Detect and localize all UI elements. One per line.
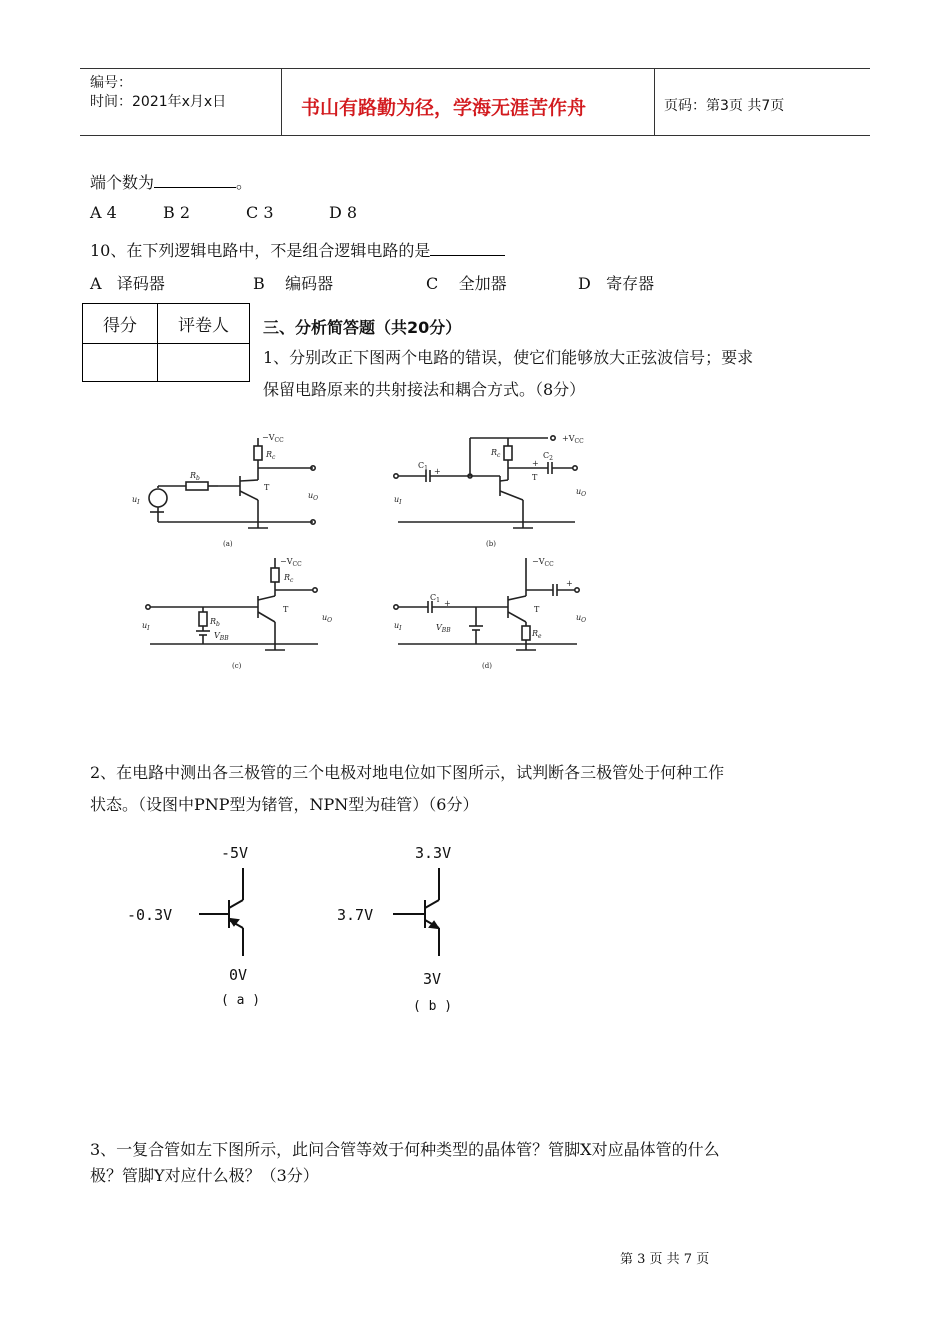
rc-label-a: R: [266, 450, 273, 459]
score-cell[interactable]: [83, 344, 158, 382]
q1-line2: 保留电路原来的共射接法和耦合方式。（8分）: [263, 380, 586, 399]
svg-text:−VCC: $-V_{CC}$: [532, 557, 554, 568]
transistor-b-emitter-voltage: 3V: [423, 970, 442, 988]
q9-option-b: B 2: [163, 203, 191, 222]
q10-option-c: C 全加器: [426, 274, 507, 293]
transistor-b-collector-voltage: 3.3V: [415, 844, 452, 862]
circuit-c: [146, 558, 318, 650]
q3-line1: 3、一复合管如左下图所示，此问合管等效于何种类型的晶体管？管脚X对应晶体管的什么: [90, 1140, 720, 1159]
circuit-diagrams: [128, 428, 608, 678]
vcc-label-c: −V: [280, 557, 293, 566]
header-number: 编号：: [90, 75, 132, 91]
q10-text: 10、在下列逻辑电路中，不是组合逻辑电路的是: [90, 238, 505, 261]
c2-plus-d: +: [566, 579, 573, 588]
c1-label-d: C: [430, 593, 437, 602]
svg-text:Rc: $R_c$: [266, 450, 276, 461]
transistor-a-base-voltage: -0.3V: [127, 906, 173, 924]
svg-text:−VCC: $-V_{CC}$: [262, 433, 284, 444]
transistor-a: [199, 868, 243, 956]
header-time: 时间：2021年x月x日: [90, 94, 227, 110]
svg-text:uI: $u_I$: [132, 495, 140, 506]
answer-blank: [154, 171, 236, 188]
circuit-b: [394, 436, 577, 528]
svg-text:C1: $C_1$: [430, 593, 440, 604]
svg-text:+VCC: $+V_{CC}$: [562, 434, 584, 445]
svg-text:Rc: $R_c$: [284, 573, 294, 584]
svg-text:uO: $u_O$: [308, 491, 319, 502]
svg-text:uI: $u_I$: [394, 495, 402, 506]
uo-label-c: u: [322, 613, 328, 622]
svg-text:−VCC: $-V_{CC}$: [280, 557, 302, 568]
svg-text:uO: $u_O$: [576, 613, 587, 624]
svg-text:Re: $R_e$: [532, 629, 542, 640]
ui-label-b: u: [394, 495, 400, 504]
grader-label: 评卷人: [158, 304, 250, 344]
q10-option-d: D 寄存器: [578, 274, 655, 293]
vcc-label-a: −V: [262, 433, 275, 442]
transistor-diagrams: [125, 838, 485, 1018]
svg-text:uO: $u_O$: [322, 613, 333, 624]
c2-plus-b: +: [532, 459, 539, 468]
ui-label-c: u: [142, 621, 148, 630]
svg-text:C2: $C_2$: [543, 451, 553, 462]
c2-label-b: C: [543, 451, 550, 460]
re-label-d: R: [532, 629, 539, 638]
t-label-c: T: [283, 605, 289, 614]
q10-option-b: B 编码器: [253, 274, 334, 293]
diagram-label-a: (a): [223, 540, 233, 548]
uo-label-d: u: [576, 613, 582, 622]
c1-label-b: C: [418, 461, 425, 470]
svg-text:C1: $C_1$: [418, 461, 428, 472]
uo-label-b: u: [576, 487, 582, 496]
circuit-a: [149, 438, 315, 528]
rc-label-c: R: [284, 573, 291, 582]
svg-text:VBB: $V_{BB}$: [214, 631, 229, 642]
vbb-label-c: V: [214, 631, 220, 640]
svg-text:uO: $u_O$: [576, 487, 587, 498]
page-footer: 第 3 页 共 7 页: [620, 1252, 710, 1267]
q10-option-a: A 译码器: [90, 274, 165, 293]
q2-line2: 状态。（设图中PNP型为锗管，NPN型为硅管）（6分）: [90, 795, 479, 814]
ui-label-d: u: [394, 621, 400, 630]
header-motto: 书山有路勤为径，学海无涯苦作舟: [301, 97, 587, 119]
answer-blank: [430, 239, 505, 256]
rb-label-a: R: [190, 471, 197, 480]
diagram-label-d: (d): [482, 662, 492, 670]
header-page: 页码：第3页 共7页: [664, 98, 785, 114]
q9-option-c: C 3: [246, 203, 274, 222]
score-box: [82, 303, 250, 382]
diagram-label-b: (b): [486, 540, 496, 548]
t-label-a: T: [264, 483, 270, 492]
svg-text:VBB: $V_{BB}$: [436, 623, 451, 634]
uo-label-a: u: [308, 491, 314, 500]
rc-label-b: R: [491, 448, 498, 457]
q9-tail-text: 端个数为 。: [90, 173, 253, 192]
ui-label-a: u: [132, 495, 138, 504]
svg-text:uI: $u_I$: [394, 621, 402, 632]
t-label-d: T: [534, 605, 540, 614]
score-label: 得分: [83, 304, 158, 344]
t-label-b: T: [532, 473, 538, 482]
q9-option-a: A 4: [90, 203, 117, 222]
transistor-a-emitter-voltage: 0V: [229, 966, 248, 984]
q3-line2: 极？管脚Y对应什么极？（3分）: [90, 1166, 319, 1185]
q9-option-d: D 8: [329, 203, 358, 222]
transistor-a-collector-voltage: -5V: [221, 844, 249, 862]
svg-text:Rb: $R_b$: [190, 471, 200, 482]
transistor-b-base-voltage: 3.7V: [337, 906, 374, 924]
svg-text:Rb: $R_b$: [210, 617, 220, 628]
q2-line1: 2、在电路中测出各三极管的三个电极对地电位如下图所示，试判断各三极管处于何种工作: [90, 763, 725, 782]
section3-title: 三、分析简答题（共20分）: [263, 318, 462, 337]
grader-cell[interactable]: [158, 344, 250, 382]
transistor-b-label: ( b ): [413, 999, 453, 1014]
diagram-label-c: (c): [232, 662, 242, 670]
transistor-b: [393, 868, 439, 956]
svg-text:Rc: $R_c$: [491, 448, 501, 459]
q1-line1: 1、分别改正下图两个电路的错误，使它们能够放大正弦波信号；要求: [263, 348, 754, 367]
c1-plus-b: +: [434, 467, 441, 476]
rb-label-c: R: [210, 617, 217, 626]
vbb-label-d: V: [436, 623, 442, 632]
svg-text:uI: $u_I$: [142, 621, 150, 632]
vcc-label-b: +V: [562, 434, 575, 443]
vcc-label-d: −V: [532, 557, 545, 566]
transistor-a-label: ( a ): [221, 993, 261, 1008]
c1-plus-d: +: [444, 599, 451, 608]
